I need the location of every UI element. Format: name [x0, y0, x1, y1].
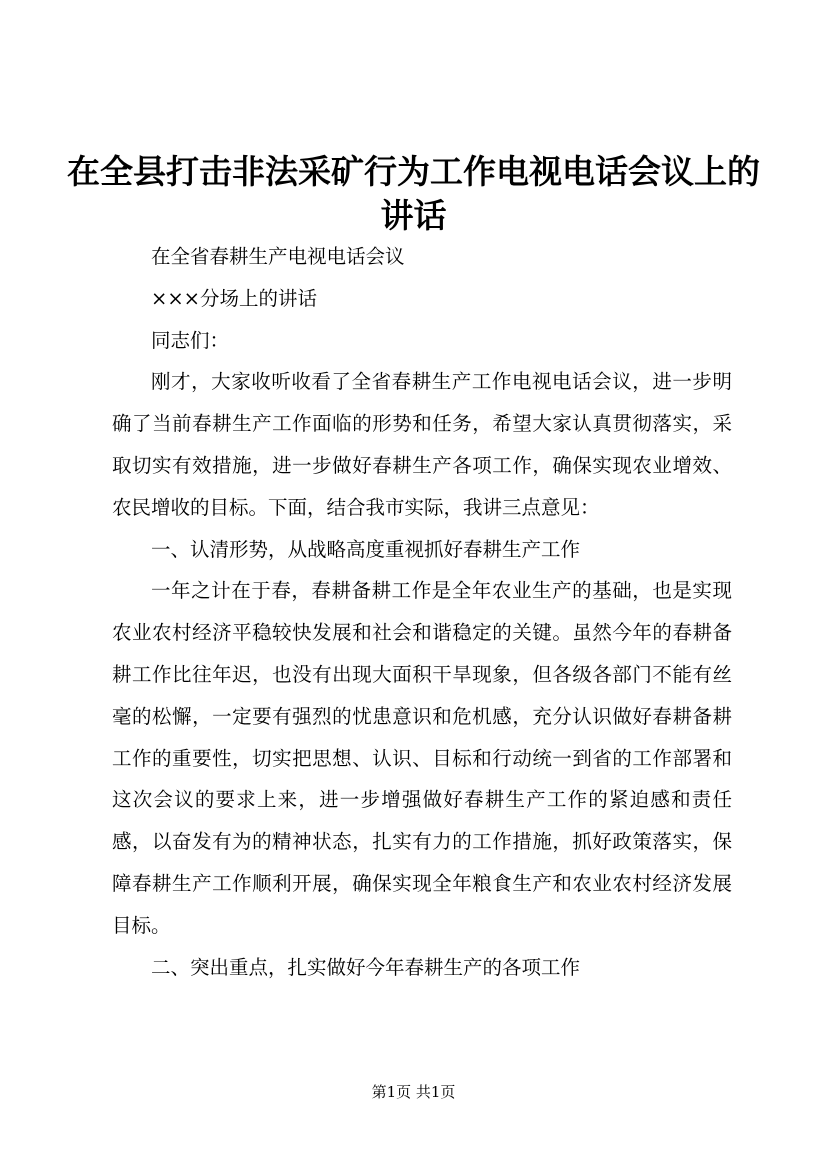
- section-heading-2: 二、突出重点，扎实做好今年春耕生产的各项工作: [151, 955, 581, 979]
- page-footer: 第1页 共1页: [371, 1083, 456, 1101]
- paragraph-section-1: 一年之计在于春，春耕备耕工作是全年农业生产的基础，也是实现农业农村经济平稳较快发展和社会和谐稳定的关键。虽然今年的春耕备耕工作比往年迟，也没有出现大面积干旱现象，但各级各部门不能有丝毫的松懈，一定要有强烈的忧患意识和危机感，充分认识做好春耕备耕工作的重要性，切实把思想、认识、目标和行动统一到省的工作部署和这次会议的要求上来，进一步增强做好春耕生产工作的紧迫感和责任感，以奋发有为的精神状态，扎实有力的工作措施，抓好政策落实，保障春耕生产工作顺利开展，确保实现全年粮食生产和农业农村经济发展目标。: [112, 579, 732, 937]
- section-heading-1: 一、认清形势，从战略高度重视抓好春耕生产工作: [151, 537, 581, 561]
- paragraph-introduction: 刚才，大家收听收看了全省春耕生产工作电视电话会议，进一步明确了当前春耕生产工作面临的形势和任务，希望大家认真贯彻落实，采取切实有效措施，进一步做好春耕生产各项工作，确保实现农业增效、农民增收的目标。下面，结合我市实际，我讲三点意见：: [112, 370, 732, 519]
- document-title: 在全县打击非法采矿行为工作电视电话会议上的讲话: [67, 152, 760, 235]
- paragraph-speech-subtitle: ×××分场上的讲话: [151, 286, 318, 310]
- paragraph-salutation: 同志们：: [151, 328, 230, 352]
- document-body: [112, 236, 732, 988]
- paragraph-meeting-name: 在全省春耕生产电视电话会议: [151, 245, 405, 268]
